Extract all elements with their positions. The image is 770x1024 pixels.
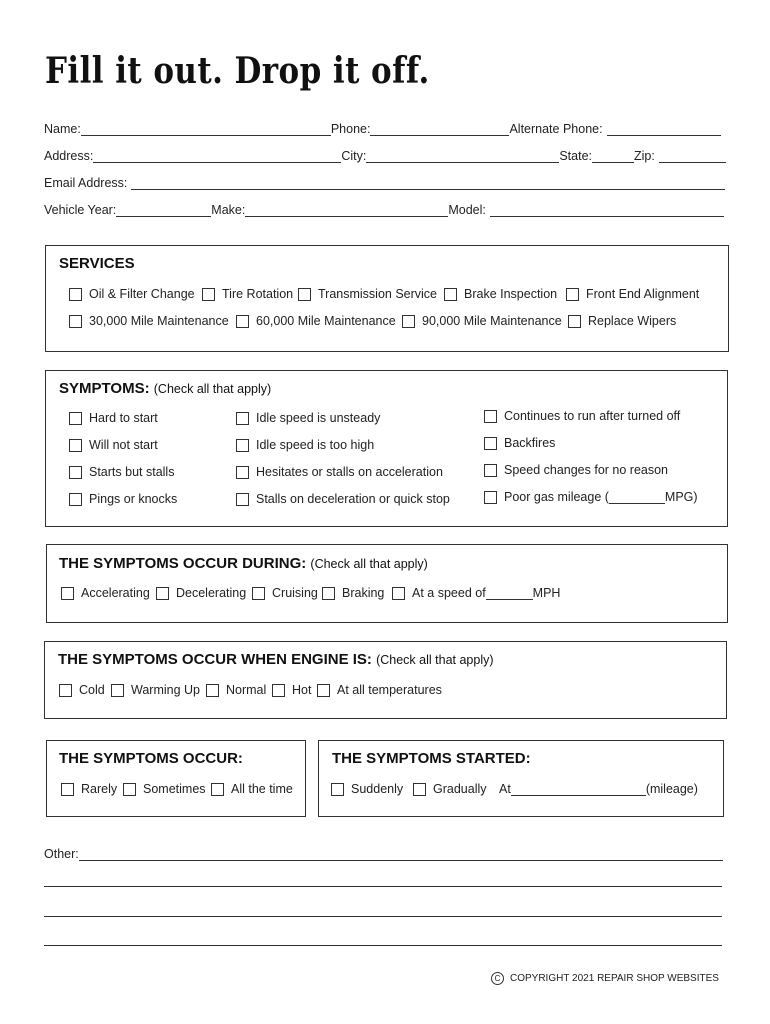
occur-all-the-time[interactable]: All the time [211,782,293,796]
service-tire-rotation[interactable]: Tire Rotation [202,287,293,301]
during-cruising[interactable]: Cruising [252,586,318,600]
copyright-notice [491,972,719,985]
checkbox[interactable] [156,587,169,600]
engine-normal[interactable]: Normal [206,683,266,697]
mpg-field[interactable] [609,491,665,504]
checkbox[interactable] [413,783,426,796]
service-90000-mile[interactable]: 90,000 Mile Maintenance [402,314,562,328]
name-field[interactable] [81,122,331,136]
vehicle-year-label: Vehicle Year: [44,203,117,217]
make-field[interactable] [245,203,448,217]
symptom-idle-too-high[interactable]: Idle speed is too high [236,438,374,452]
engine-hot[interactable]: Hot [272,683,311,697]
email-field[interactable] [131,176,725,190]
checkbox[interactable] [252,587,265,600]
state-field[interactable] [592,149,634,163]
contact-row-3 [44,172,725,190]
engine-cold[interactable]: Cold [59,683,105,697]
other-line-4[interactable] [44,945,722,946]
speed-field[interactable] [486,587,533,600]
alternate-phone-label: Alternate Phone: [509,122,603,136]
city-field[interactable] [366,149,559,163]
checkbox[interactable] [484,410,497,423]
checkbox[interactable] [61,587,74,600]
checkbox[interactable] [111,684,124,697]
checkbox[interactable] [236,493,249,506]
occur-sometimes[interactable]: Sometimes [123,782,206,796]
checkbox[interactable] [484,437,497,450]
checkbox[interactable] [69,288,82,301]
address-label: Address: [44,149,94,163]
address-field[interactable] [93,149,341,163]
service-30000-mile[interactable]: 30,000 Mile Maintenance [69,314,229,328]
services-heading: SERVICES [59,255,135,272]
checkbox[interactable] [123,783,136,796]
checkbox[interactable] [69,412,82,425]
symptom-speed-changes[interactable]: Speed changes for no reason [484,463,668,477]
started-heading: THE SYMPTOMS STARTED: [332,750,531,767]
contact-row-4 [44,199,724,217]
symptom-idle-unsteady[interactable]: Idle speed is unsteady [236,411,380,425]
symptom-continues-to-run[interactable]: Continues to run after turned off [484,409,680,423]
other-row [44,843,723,861]
during-decelerating[interactable]: Decelerating [156,586,246,600]
checkbox[interactable] [236,439,249,452]
engine-all-temperatures[interactable]: At all temperatures [317,683,442,697]
phone-field[interactable] [370,122,509,136]
checkbox[interactable] [69,315,82,328]
checkbox[interactable] [69,466,82,479]
during-at-speed[interactable]: At a speed of MPH [392,586,560,600]
other-field[interactable] [79,847,723,861]
occur-frequency-heading: THE SYMPTOMS OCCUR: [59,750,243,767]
during-accelerating[interactable]: Accelerating [61,586,150,600]
started-gradually[interactable]: Gradually [413,782,487,796]
zip-label: Zip: [634,149,655,163]
other-line-3[interactable] [44,916,722,917]
vehicle-year-field[interactable] [116,203,211,217]
checkbox[interactable] [566,288,579,301]
phone-label: Phone: [330,122,371,136]
checkbox[interactable] [59,684,72,697]
checkbox[interactable] [236,315,249,328]
started-at-mileage: At (mileage) [499,782,698,796]
symptom-will-not-start[interactable]: Will not start [69,438,158,452]
symptom-stalls-deceleration[interactable]: Stalls on deceleration or quick stop [236,492,450,506]
occur-during-heading: THE SYMPTOMS OCCUR DURING: (Check all that apply) [59,555,428,572]
started-suddenly[interactable]: Suddenly [331,782,403,796]
symptoms-heading: SYMPTOMS: (Check all that apply) [59,380,272,397]
checkbox[interactable] [484,464,497,477]
occur-rarely[interactable]: Rarely [61,782,117,796]
mileage-field[interactable] [511,783,646,796]
symptom-pings-or-knocks[interactable]: Pings or knocks [69,492,177,506]
other-line-2[interactable] [44,886,722,887]
symptom-hesitates-acceleration[interactable]: Hesitates or stalls on acceleration [236,465,443,479]
checkbox[interactable] [236,466,249,479]
checkbox[interactable] [568,315,581,328]
contact-row-1 [44,118,721,136]
checkbox[interactable] [206,684,219,697]
checkbox[interactable] [69,439,82,452]
checkbox[interactable] [202,288,215,301]
checkbox[interactable] [484,491,497,504]
checkbox[interactable] [444,288,457,301]
checkbox[interactable] [402,315,415,328]
zip-field[interactable] [659,149,726,163]
checkbox[interactable] [322,587,335,600]
symptom-hard-to-start[interactable]: Hard to start [69,411,158,425]
state-label: State: [559,149,593,163]
service-replace-wipers[interactable]: Replace Wipers [568,314,676,328]
service-brake-inspection[interactable]: Brake Inspection [444,287,557,301]
checkbox[interactable] [211,783,224,796]
checkbox[interactable] [69,493,82,506]
symptom-backfires[interactable]: Backfires [484,436,555,450]
copyright-icon: C [491,972,504,985]
city-label: City: [341,149,367,163]
email-label: Email Address: [44,176,128,190]
copyright-text: COPYRIGHT 2021 REPAIR SHOP WEBSITES [510,973,719,984]
model-label: Model: [448,203,486,217]
engine-warming-up[interactable]: Warming Up [111,683,200,697]
checkbox[interactable] [236,412,249,425]
other-label: Other: [44,847,79,861]
checkbox[interactable] [331,783,344,796]
symptom-starts-but-stalls[interactable]: Starts but stalls [69,465,174,479]
alternate-phone-field[interactable] [607,122,721,136]
service-60000-mile[interactable]: 60,000 Mile Maintenance [236,314,396,328]
service-front-end-alignment[interactable]: Front End Alignment [566,287,699,301]
checkbox[interactable] [298,288,311,301]
engine-state-heading: THE SYMPTOMS OCCUR WHEN ENGINE IS: (Check all that apply) [58,651,494,668]
form-title: Fill it out. Drop it off. [45,50,430,92]
make-label: Make: [211,203,246,217]
name-label: Name: [44,122,81,136]
checkbox[interactable] [317,684,330,697]
during-braking[interactable]: Braking [322,586,384,600]
checkbox[interactable] [272,684,285,697]
checkbox[interactable] [392,587,405,600]
symptom-poor-gas-mileage[interactable]: Poor gas mileage ( MPG) [484,490,698,504]
checkbox[interactable] [61,783,74,796]
contact-row-2 [44,145,726,163]
model-field[interactable] [490,203,724,217]
service-oil-filter[interactable]: Oil & Filter Change [69,287,195,301]
service-transmission[interactable]: Transmission Service [298,287,437,301]
